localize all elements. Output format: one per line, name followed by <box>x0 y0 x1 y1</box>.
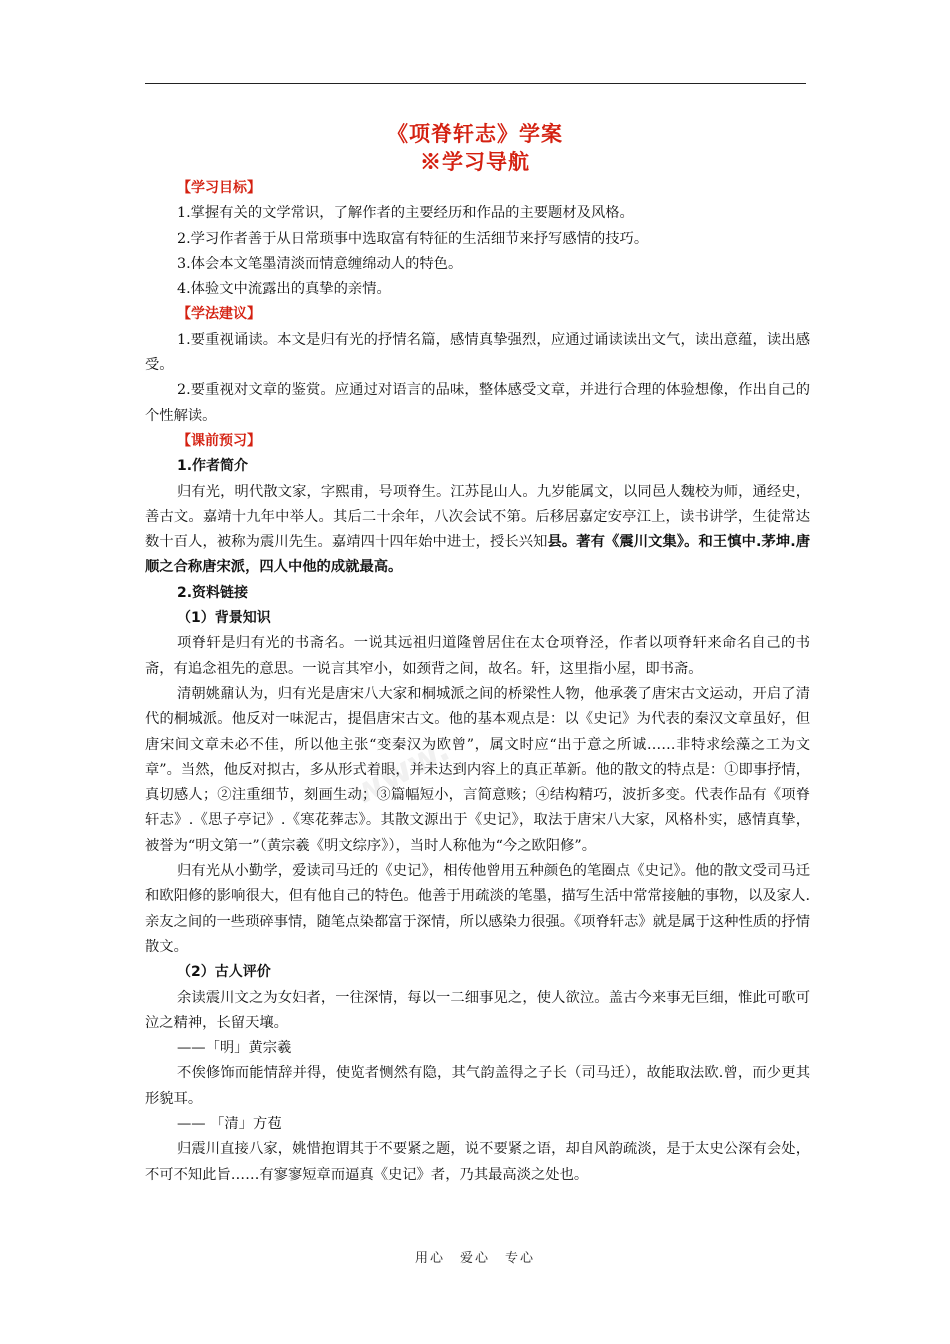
page-footer: 用心 爱心 专心 <box>414 1251 535 1266</box>
author-heading: 1.作者简介 <box>177 458 249 475</box>
watermark: www. <box>344 729 457 814</box>
background-heading: （1）背景知识 <box>177 610 271 627</box>
background-paragraph: 归有光从小勤学，爱读司马迁的《史记》，相传他曾用五种颜色的笔圈点《史记》。他的散文受司马迁和欧阳修的影响很大，但有他自己的特色。他善于用疏淡的笔墨，描写生活中常常接触的事物，以及家人.亲友之间的一些琐碎事情，随笔点染都富于深情，所以感染力很强。《项脊轩志》就是属于这种性质的抒情散文。 <box>145 863 810 955</box>
goal-item: 4.体验文中流露出的真挚的亲情。 <box>177 281 391 298</box>
method-item: 1.要重视诵读。本文是归有光的抒情名篇，感情真挚强烈，应通过诵读读出文气，读出意蕴，读出感受。 <box>145 331 810 374</box>
review-source: —— 「清」方苞 <box>177 1115 282 1132</box>
section-heading-goals: 【学习目标】 <box>177 180 261 196</box>
page-title: 《项脊轩志》学案 <box>387 121 563 146</box>
goal-item: 1.掌握有关的文学常识，了解作者的主要经历和作品的主要题材及风格。 <box>177 205 634 222</box>
goal-item: 2.学习作者善于从日常琐事中选取富有特征的生活细节来抒写感情的技巧。 <box>177 230 649 247</box>
goal-item: 3.体会本文笔墨清淡而情意缠绵动人的特色。 <box>177 255 463 272</box>
background-paragraph: 项脊轩是归有光的书斋名。一说其远祖归道隆曾居住在太仓项脊泾，作者以项脊轩来命名自己的书斋，有追念祖先的意思。一说言其窄小，如颈背之间，故名。轩，这里指小屋，即书斋。 <box>145 635 810 677</box>
title-block <box>0 120 950 176</box>
links-heading: 2.资料链接 <box>177 584 249 601</box>
author-text-bold: 县。著有《震川文集》。和王慎中.茅坤.唐顺之合称唐宋派，四人中他的成就最高。 <box>145 534 811 576</box>
method-item: 2.要重视对文章的鉴赏。应通过对语言的品味，整体感受文章，并进行合理的体验想像，作出自己的个性解读。 <box>145 382 810 424</box>
page-subtitle: ※学习导航 <box>420 149 530 174</box>
document-body <box>145 176 810 1188</box>
background-paragraph: 清朝姚鼐认为，归有光是唐宋八大家和桐城派之间的桥梁性人物，他承袭了唐宋古文运动，开启了清代的桐城派。他反对一味泥古，提倡唐宋古文。他的基本观点是：以《史记》为代表的秦汉文章虽好，但唐宋间文章未必不佳，所以他主张“变秦汉为欧曾”，属文时应“出于意之所诚……非特求绘藻之工为文章”。当然，他反对拟古，多从形式着眼，并未达到内容上的真正革新。他的散文的特点是：①即事抒情，真切感人；②注重细节，刻画生动；③篇幅短小，言简意赅；④结构精巧，波折多变。代表作品有《项脊轩志》.《思子亭记》.《寒花葬志》。其散文源出于《史记》，取法于唐宋八大家，风格朴实，感情真挚，被誉为“明文第一”（黄宗羲《明文综序》），当时人称他为“今之欧阳修”。 <box>145 685 810 854</box>
review-text: 归震川直接八家，姚惜抱谓其于不要紧之题，说不要紧之语，却自风韵疏淡，是于太史公深有会处，不可不知此旨……有寥寥短章而逼真《史记》者，乃其最高淡之处也。 <box>145 1141 810 1183</box>
review-source: ——「明」黄宗羲 <box>177 1040 292 1057</box>
section-heading-preview: 【课前预习】 <box>177 432 261 449</box>
reviews-heading: （2）古人评价 <box>177 964 271 981</box>
section-heading-methods: 【学法建议】 <box>177 306 261 323</box>
author-text: 归有光，明代散文家，字熙甫，号项脊生。江苏昆山人。九岁能属文，以同邑人魏校为师，通经史，善古文。嘉靖十九年中举人。其后二十余年，八次会试不第。后移居嘉定安亭江上，读书讲学，生徒常达数十百人，被称为震川先生。嘉靖四十四年始中进士，授长兴知 <box>145 483 810 551</box>
author-paragraph <box>145 480 810 581</box>
review-text: 不俟修饰而能情辞并得，使览者恻然有隐，其气韵盖得之子长（司马迁），故能取法欧.曾，而少更其形貌耳。 <box>145 1065 810 1107</box>
review-text: 余读震川文之为女妇者，一往深情，每以一二细事见之，使人欲泣。盖古今来事无巨细，惟此可歌可泣之精神，长留天壤。 <box>145 989 810 1031</box>
header-rule <box>145 83 806 84</box>
